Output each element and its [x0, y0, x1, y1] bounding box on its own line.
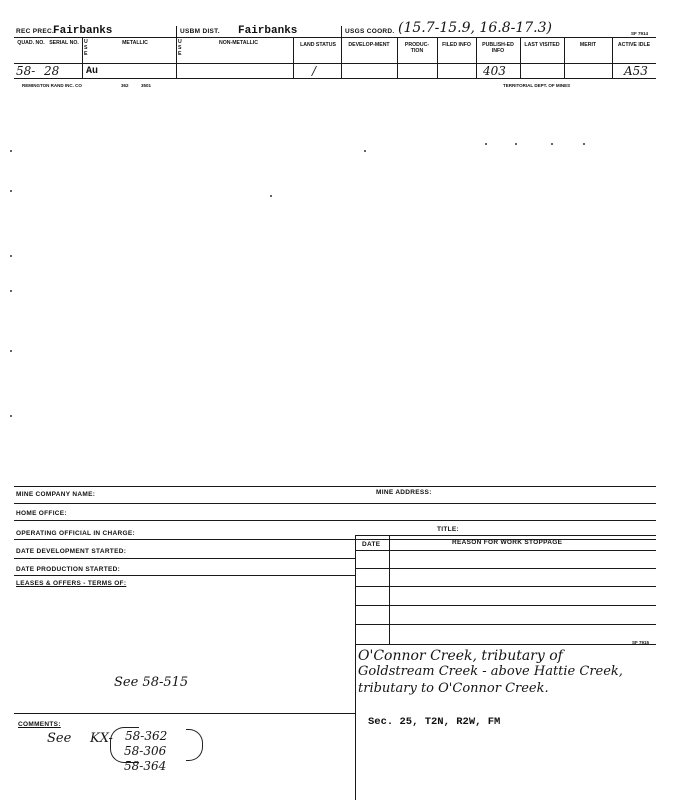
- comments-ref-1: 58-362: [125, 729, 168, 743]
- footer-code1: 362: [121, 83, 129, 88]
- rule-header-bottom: [14, 63, 656, 64]
- col-last-visited: LAST VISITED: [524, 42, 560, 48]
- comments-kx: KX-: [90, 731, 113, 746]
- divider-1: [176, 26, 177, 78]
- row-metallic: Au: [86, 66, 99, 77]
- col-use-b: U S E: [178, 39, 182, 57]
- rule-table-top: [355, 535, 656, 536]
- location-line-2: Goldstream Creek - above Hattie Creek,: [358, 664, 623, 679]
- rule-comments: [14, 713, 355, 714]
- date-col-divider: [389, 535, 390, 644]
- usbm-dist-label: USBM DIST.: [180, 28, 220, 35]
- usgs-coord-label: USGS COORD.: [345, 28, 395, 35]
- rule-top: [14, 37, 656, 38]
- stoppage-row: [355, 568, 656, 569]
- comments-see: See: [47, 731, 72, 746]
- row-published: 403: [483, 64, 506, 78]
- row-land-status: /: [312, 64, 317, 78]
- rule-operating: [14, 520, 656, 521]
- col-sep: [82, 37, 83, 78]
- scan-speck: [10, 415, 12, 417]
- stoppage-row: [355, 605, 656, 606]
- row-quad: 58-: [16, 64, 36, 78]
- title-label: TITLE:: [437, 526, 460, 533]
- comments-ref-2: 58-306: [124, 744, 167, 758]
- stoppage-row: [355, 550, 656, 551]
- divider-2: [341, 26, 342, 78]
- scan-speck: [485, 143, 487, 145]
- rule-date-dev: [14, 558, 355, 559]
- col-metallic: METALLIC: [122, 40, 148, 46]
- lower-main-divider: [355, 535, 356, 800]
- form-number-lower: SF 7915: [632, 640, 650, 645]
- scan-speck: [10, 350, 12, 352]
- col-land-status: LAND STATUS: [300, 42, 336, 48]
- row-active: A53: [624, 64, 648, 78]
- location-line-3: tributary to O'Connor Creek.: [358, 681, 549, 696]
- row-serial: 28: [44, 64, 60, 78]
- col-merit: MERIT: [579, 42, 597, 48]
- col-production: PRODUC-TION: [404, 42, 430, 54]
- comments-label: COMMENTS:: [18, 721, 61, 728]
- col-sep: [397, 37, 398, 78]
- col-sep: [520, 37, 521, 78]
- date-prod-label: DATE PRODUCTION STARTED:: [16, 566, 121, 573]
- col-use-a: U S E: [84, 39, 88, 57]
- scan-speck: [583, 143, 585, 145]
- rule-home-office: [14, 503, 656, 504]
- col-filed-info: FILED INFO: [442, 42, 471, 48]
- brace-right: [186, 729, 203, 761]
- scan-speck: [10, 255, 12, 257]
- footer-right: TERRITORIAL DEPT. OF MINES: [503, 83, 571, 88]
- rule-row-bottom: [14, 78, 656, 79]
- footer-left: REMINGTON RAND INC. CO: [22, 83, 82, 88]
- usbm-dist-value: Fairbanks: [238, 25, 298, 37]
- scan-speck: [515, 143, 517, 145]
- scan-speck: [270, 195, 272, 197]
- date-column-label: DATE: [362, 541, 381, 548]
- scan-speck: [10, 290, 12, 292]
- col-active-idle: ACTIVE IDLE: [617, 42, 651, 48]
- stoppage-row: [355, 586, 656, 587]
- rec-prec-label: REC PREC.: [16, 28, 55, 35]
- col-development: DEVELOP-MENT: [348, 42, 390, 48]
- usgs-coord-value: (15.7-15.9, 16.8-17.3): [398, 20, 552, 36]
- operating-official-label: OPERATING OFFICIAL IN CHARGE:: [16, 530, 135, 537]
- rule-date-prod: [14, 575, 355, 576]
- see-reference: See 58-515: [114, 675, 189, 690]
- scan-speck: [551, 143, 553, 145]
- date-dev-label: DATE DEVELOPMENT STARTED:: [16, 548, 127, 555]
- home-office-label: HOME OFFICE:: [16, 510, 67, 517]
- rule-mine-company: [14, 486, 656, 487]
- col-sep: [293, 37, 294, 78]
- col-sep: [564, 37, 565, 78]
- mine-company-label: MINE COMPANY NAME:: [16, 491, 96, 498]
- scan-speck: [10, 150, 12, 152]
- reason-column-label: REASON FOR WORK STOPPAGE: [452, 539, 563, 546]
- col-published-info: PUBLISH-ED INFO: [482, 42, 514, 54]
- col-sep: [612, 37, 613, 78]
- stoppage-row: [355, 624, 656, 625]
- location-line-1: O'Connor Creek, tributary of: [358, 648, 563, 664]
- form-number: SF 7914: [631, 31, 649, 36]
- rec-prec-value: Fairbanks: [53, 25, 113, 37]
- mine-address-label: MINE ADDRESS:: [376, 489, 432, 496]
- col-quad: QUAD. NO.: [17, 40, 45, 46]
- stoppage-table-bottom: [355, 644, 656, 645]
- leases-label: LEASES & OFFERS - TERMS OF:: [16, 580, 127, 587]
- col-non-metallic: NON-METALLIC: [218, 40, 259, 46]
- col-sep: [476, 37, 477, 78]
- scan-speck: [364, 150, 366, 152]
- section-typed: Sec. 25, T2N, R2W, FM: [368, 716, 501, 728]
- scan-speck: [10, 190, 12, 192]
- col-serial: SERIAL NO.: [49, 40, 79, 46]
- comments-ref-3: 58-364: [124, 759, 167, 773]
- footer-code2: 3501: [141, 83, 152, 88]
- col-sep: [437, 37, 438, 78]
